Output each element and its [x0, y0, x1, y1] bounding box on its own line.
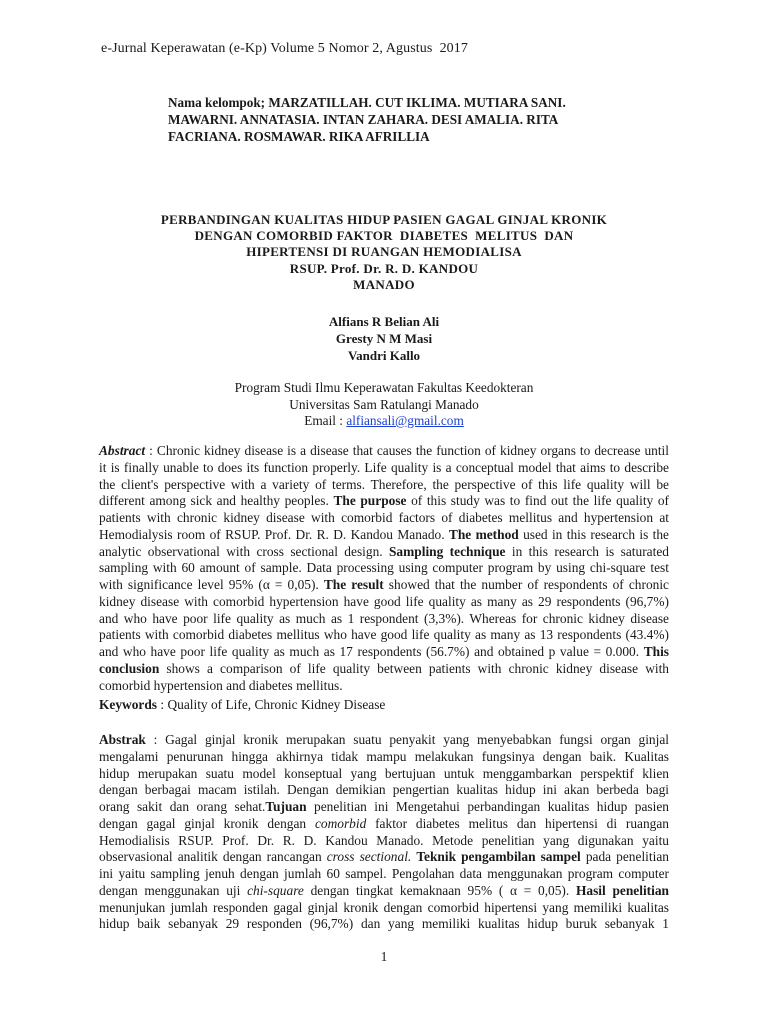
abstract-text: Hemodialysis room of RSUP. Prof. Dr. R. D. Kandou Manado.: [99, 526, 449, 542]
abstrak-line: [99, 849, 669, 866]
page-number: 1: [380, 949, 388, 964]
title-line: MANADO: [353, 276, 415, 292]
abstract-text: : Chronic kidney disease is a disease that causes the function of kidney organs to decrease until: [145, 443, 669, 458]
author-name: Alfians R Belian Ali: [328, 314, 440, 329]
abstract-keyword: Sampling technique: [388, 543, 506, 559]
abstract-line: patients with chronic kidney disease with comorbid factors of diabetes mellitus and hypertension at: [99, 510, 669, 525]
abstrak-line: hidup merupakan suatu model konseptual yang bertujuan untuk menggambarkan perspektif klien: [99, 765, 669, 781]
abstrak-line: [99, 816, 669, 833]
paper-title: [100, 212, 668, 293]
abstrak-text: observasional analitik dengan rancangan: [99, 849, 327, 865]
abstract-text: showed that the number of respondents of chronic: [383, 577, 669, 592]
group-line: MAWARNI. ANNATASIA. INTAN ZAHARA. DESI AMALIA. RITA: [168, 112, 559, 127]
abstract-keyword: The method: [448, 526, 519, 542]
abstrak-italic: comorbid: [314, 815, 367, 831]
abstract-text: analytic observational with cross sectional design.: [99, 543, 389, 559]
author-list: [100, 313, 668, 364]
abstrak-text: faktor diabetes melitus dan hipertensi di ruangan: [366, 815, 670, 831]
abstract-line: [99, 544, 669, 561]
abstract-line: kidney disease with comorbid hypertension have good life quality as many as 29 respondents (96,7%): [99, 593, 669, 609]
abstract-text: and who have poor life quality as much as 17 respondents (56.7%) and obtained p value = 0.000.: [99, 644, 644, 659]
email-link[interactable]: alfiansali@gmail.com: [346, 413, 464, 428]
abstract-line: comorbid hypertension and diabetes mellitus.: [99, 677, 343, 693]
abstrak-line: ini yaitu sampling jenuh dengan jumlah 60 sampel. Pengolahan data menggunakan program computer: [99, 866, 669, 881]
title-line: DENGAN COMORBID FAKTOR DIABETES MELITUS DAN: [194, 228, 574, 244]
abstrak-text: : Gagal ginjal kronik merupakan suatu penyakit yang menyebabkan fungsi organ ginjal: [145, 732, 669, 747]
abstract-line: [99, 577, 669, 594]
abstract-line: sampling with 60 amount of sample. Data processing using computer program by using chi-square test: [99, 560, 669, 576]
abstrak-keyword: Teknik pengambilan sampel: [416, 849, 581, 865]
abstract-line: it is finally unable to does its function properly. Life quality is a conceptual model that aims to describe: [99, 459, 669, 475]
abstract-line: [99, 443, 669, 460]
abstract-line: and who have poor life quality as much as 1 respondent (3,3%). Whereas for chronic kidney disease: [99, 610, 669, 626]
abstrak-text: dengan tingkat kemaknaan 95% ( α = 0,05).: [303, 882, 576, 898]
abstract-text: used in this research is the: [518, 526, 669, 542]
keywords-text: : Quality of Life, Chronic Kidney Disease: [157, 697, 386, 712]
abstract-line: patients with comorbid diabetes mellitus who have good life quality as many as 13 respondents (43.4%): [99, 627, 669, 643]
title-line: RSUP. Prof. Dr. R. D. KANDOU: [289, 260, 479, 276]
abstract-line: the client's perspective with a variety of terms. Therefore, the perspective of this life quality will be: [99, 476, 669, 492]
abstrak-line: [99, 732, 669, 749]
abstrak-text: pada penelitian: [580, 849, 669, 865]
abstrak-italic: chi-square: [247, 882, 304, 898]
abstract-keyword: The result: [323, 577, 384, 592]
abstrak-text: orang sakit dan orang sehat.: [99, 799, 266, 814]
journal-header: e-Jurnal Keperawatan (e-Kp) Volume 5 Nomor 2, Agustus 2017: [101, 41, 468, 56]
affiliation-email-row: [100, 413, 668, 430]
keywords: [99, 697, 669, 714]
abstrak-italic: cross sectional.: [326, 849, 412, 865]
abstract-label: Abstract: [99, 443, 146, 458]
group-members: [168, 94, 608, 145]
abstrak-line: menunjukan jumlah responden gagal ginjal kronik dengan comorbid hipertensi yang memiliki kualitas: [99, 899, 669, 915]
abstract-line: [99, 527, 669, 544]
author-name: Gresty N M Masi: [335, 331, 433, 346]
abstract-text: of this study was to find out the life quality of: [406, 493, 670, 509]
email-label: Email :: [304, 413, 347, 428]
affiliation: [100, 380, 668, 430]
keywords-line: [99, 697, 669, 714]
group-line: Nama kelompok; MARZATILLAH. CUT IKLIMA. MUTIARA SANI.: [168, 95, 566, 110]
author-name: Vandri Kallo: [347, 348, 421, 363]
abstract-english: [99, 443, 669, 694]
abstrak-line: mengalami penurunan hingga akhirnya tidak mampu melakukan fungsinya dengan baik. Kualitas: [99, 748, 669, 764]
keywords-label: Keywords: [99, 697, 158, 712]
affiliation-program: Program Studi Ilmu Keperawatan Fakultas Keedokteran: [234, 380, 534, 395]
abstract-text: in this research is saturated: [505, 543, 669, 559]
abstract-text: with significance level 95% (α = 0,05).: [99, 577, 324, 592]
abstract-line: [99, 493, 669, 510]
abstrak-line: dengan berbagai macam istilah. Dengan demikian pengertian kualitas hidup ini akan berbeda bagi: [99, 782, 669, 798]
group-line: FACRIANA. ROSMAWAR. RIKA AFRILLIA: [168, 129, 430, 144]
abstrak-keyword: Tujuan: [265, 799, 307, 814]
title-line: HIPERTENSI DI RUANGAN HEMODIALISA: [246, 244, 522, 260]
affiliation-university: Universitas Sam Ratulangi Manado: [289, 396, 479, 412]
abstrak-line: hidup baik sebanyak 29 responden (96,7%) dan yang memiliki kualitas hidup buruk sebanyak 1: [99, 916, 669, 932]
abstract-line: [99, 644, 669, 661]
abstrak-line: [99, 799, 669, 816]
abstract-text: shows a comparison of life quality between patients with chronic kidney disease with: [159, 660, 669, 676]
abstrak-text: dengan menggunakan uji: [99, 882, 248, 898]
abstract-line: [99, 661, 669, 678]
abstract-indonesian: [99, 732, 669, 933]
abstrak-line: Hemodialisis RSUP. Prof. Dr. R. D. Kandou Manado. Metode penelitian yang digunakan yaitu: [99, 832, 669, 848]
abstrak-text: dengan gagal ginjal kronik dengan: [99, 815, 315, 831]
title-line: PERBANDINGAN KUALITAS HIDUP PASIEN GAGAL GINJAL KRONIK: [160, 212, 608, 227]
abstract-keyword: The purpose: [333, 493, 407, 509]
abstract-keyword: conclusion: [99, 660, 160, 676]
abstrak-label: Abstrak: [99, 732, 146, 747]
abstrak-text: penelitian ini Mengetahui perbandingan kualitas hidup pasien: [306, 799, 669, 814]
abstrak-keyword: Hasil penelitian: [575, 882, 669, 898]
abstrak-line: [99, 883, 669, 900]
abstract-keyword: This: [643, 644, 669, 659]
abstract-text: different among sick and healthy peoples.: [99, 493, 334, 509]
